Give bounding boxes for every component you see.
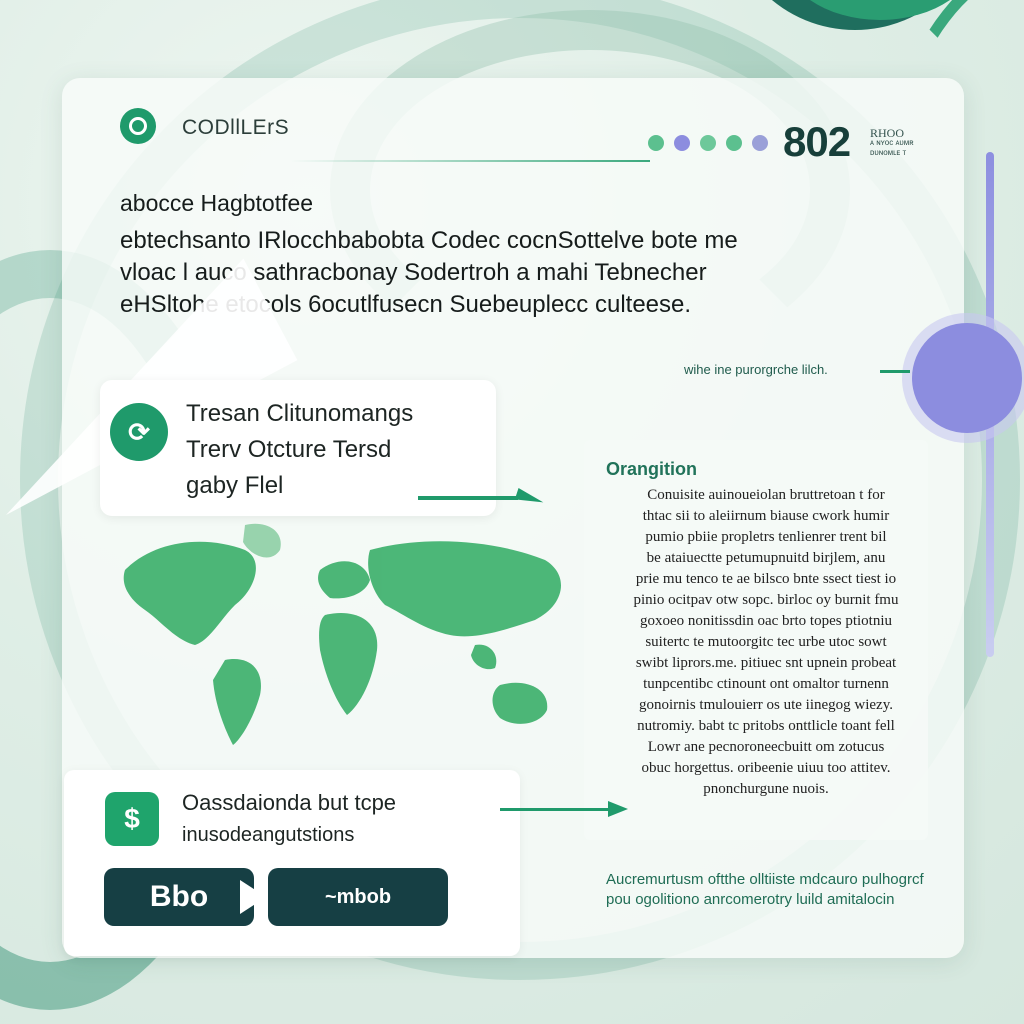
- info-line: swibt liprors.me. pitiuec snt upnein probeat: [635, 655, 897, 671]
- info-line: pinio ocitpav otw sopc. birloc oy burnit fmu: [633, 592, 899, 608]
- caption-link[interactable]: wihe ine purorgrche lilch.: [684, 362, 828, 377]
- info-line: thtac sii to aleiirnum biause cwork humir: [642, 508, 890, 524]
- feature-card-line: gaby Flel: [186, 472, 284, 499]
- info-line: prie mu tenco te ae bilsco bnte ssect tiest io: [635, 571, 897, 587]
- info-line: be ataiuectte petumupnuitd birjlem, anu: [646, 550, 886, 566]
- pricing-card-title: Oassdaionda but tcpe: [182, 790, 397, 815]
- info-line: Lowr ane pecnoroneecbuitt om zotucus: [647, 739, 885, 755]
- button-separator-arrow: [240, 880, 266, 914]
- world-map: [115, 520, 580, 750]
- stat-caption: [870, 128, 960, 158]
- secondary-button[interactable]: ~mbob: [268, 868, 448, 926]
- info-title: Orangition: [606, 459, 697, 479]
- map-southeast-asia: [471, 645, 496, 670]
- arrow-icon: [418, 496, 518, 500]
- map-south-america: [213, 659, 261, 745]
- info-body: [606, 485, 926, 800]
- pricing-card-subtitle: inusodeangutstions: [182, 824, 355, 846]
- info-line: nutromiy. babt tc pritobs onttlicle toant fell: [637, 718, 895, 734]
- indicator-dot[interactable]: [752, 135, 768, 151]
- headline-line: ebtechsanto IRlocchbabobta Codec cocnSottelve bote me: [120, 227, 738, 254]
- indicator-dots: [648, 135, 768, 151]
- indicator-dot[interactable]: [726, 135, 742, 151]
- indicator-dot[interactable]: [700, 135, 716, 151]
- info-line: obuc horgettus. oribeenie uiuu too attitev.: [641, 760, 891, 776]
- brand-name: CODllLErS: [182, 116, 290, 139]
- map-africa: [319, 613, 377, 715]
- stat-caption-line: RHOO: [870, 126, 905, 140]
- map-north-america: [124, 542, 256, 645]
- feature-card-line: Trerv Otcture Tersd: [186, 436, 392, 463]
- indicator-dot[interactable]: [648, 135, 664, 151]
- info-line: goxoeo nonitissdin oac brto topes ptiotniu: [639, 613, 893, 629]
- primary-button[interactable]: Bbo: [104, 868, 254, 926]
- indicator-dot[interactable]: [674, 135, 690, 151]
- arrow-icon: [500, 808, 610, 811]
- stat-caption-line: ᴀ ɴʏᴏᴄ ᴀᴜᴍʀ: [870, 138, 914, 147]
- headline-line: eHSltohe etocols 6ocutlfusecn Suebeuplecc culteese.: [120, 291, 692, 318]
- map-europe: [318, 561, 370, 598]
- headline-kicker: abocce Hagbtotfee: [120, 190, 314, 216]
- decorative-purple-orb: [912, 323, 1022, 433]
- info-line: pnonchurgune nuois.: [703, 781, 829, 797]
- info-line: suitertc te mutoorgitc tec urbe utoc sowt: [645, 634, 887, 650]
- stat-caption-line: ᴅᴜɴᴏᴍʟᴇ ᴛ: [870, 148, 907, 157]
- refresh-arrows-icon: ⟳: [110, 403, 168, 461]
- map-asia: [368, 541, 561, 636]
- headline-line: vloac l auco sathracbonay Sodertroh a mahi Tebnecher: [120, 259, 707, 286]
- dollar-icon: $: [105, 792, 159, 846]
- info-line: tunpcentibc ctinount ont omaltor turnenn: [643, 676, 889, 692]
- info-line: pumio pbiie propletrs tenlienrer trent bil: [645, 529, 887, 545]
- footer-note: Aucremurtusm oftthe olltiiste mdcauro pulhogrcf pou ogolitiono anrcomerotry luild amitalocin: [606, 871, 924, 908]
- feature-card-line: Tresan Clitunomangs: [186, 400, 414, 427]
- map-australia: [493, 683, 548, 724]
- leaf-logo-icon[interactable]: [120, 108, 156, 144]
- feature-card-text: [186, 396, 413, 504]
- caption-underline: [880, 370, 910, 373]
- header-divider: [290, 160, 650, 162]
- info-line: gonoirnis tmulouierr os ute iinegog wiezy.: [639, 697, 893, 713]
- stat-value: 802: [783, 118, 851, 165]
- info-line: Conuisite auinoueiolan bruttretoan t for: [647, 487, 885, 503]
